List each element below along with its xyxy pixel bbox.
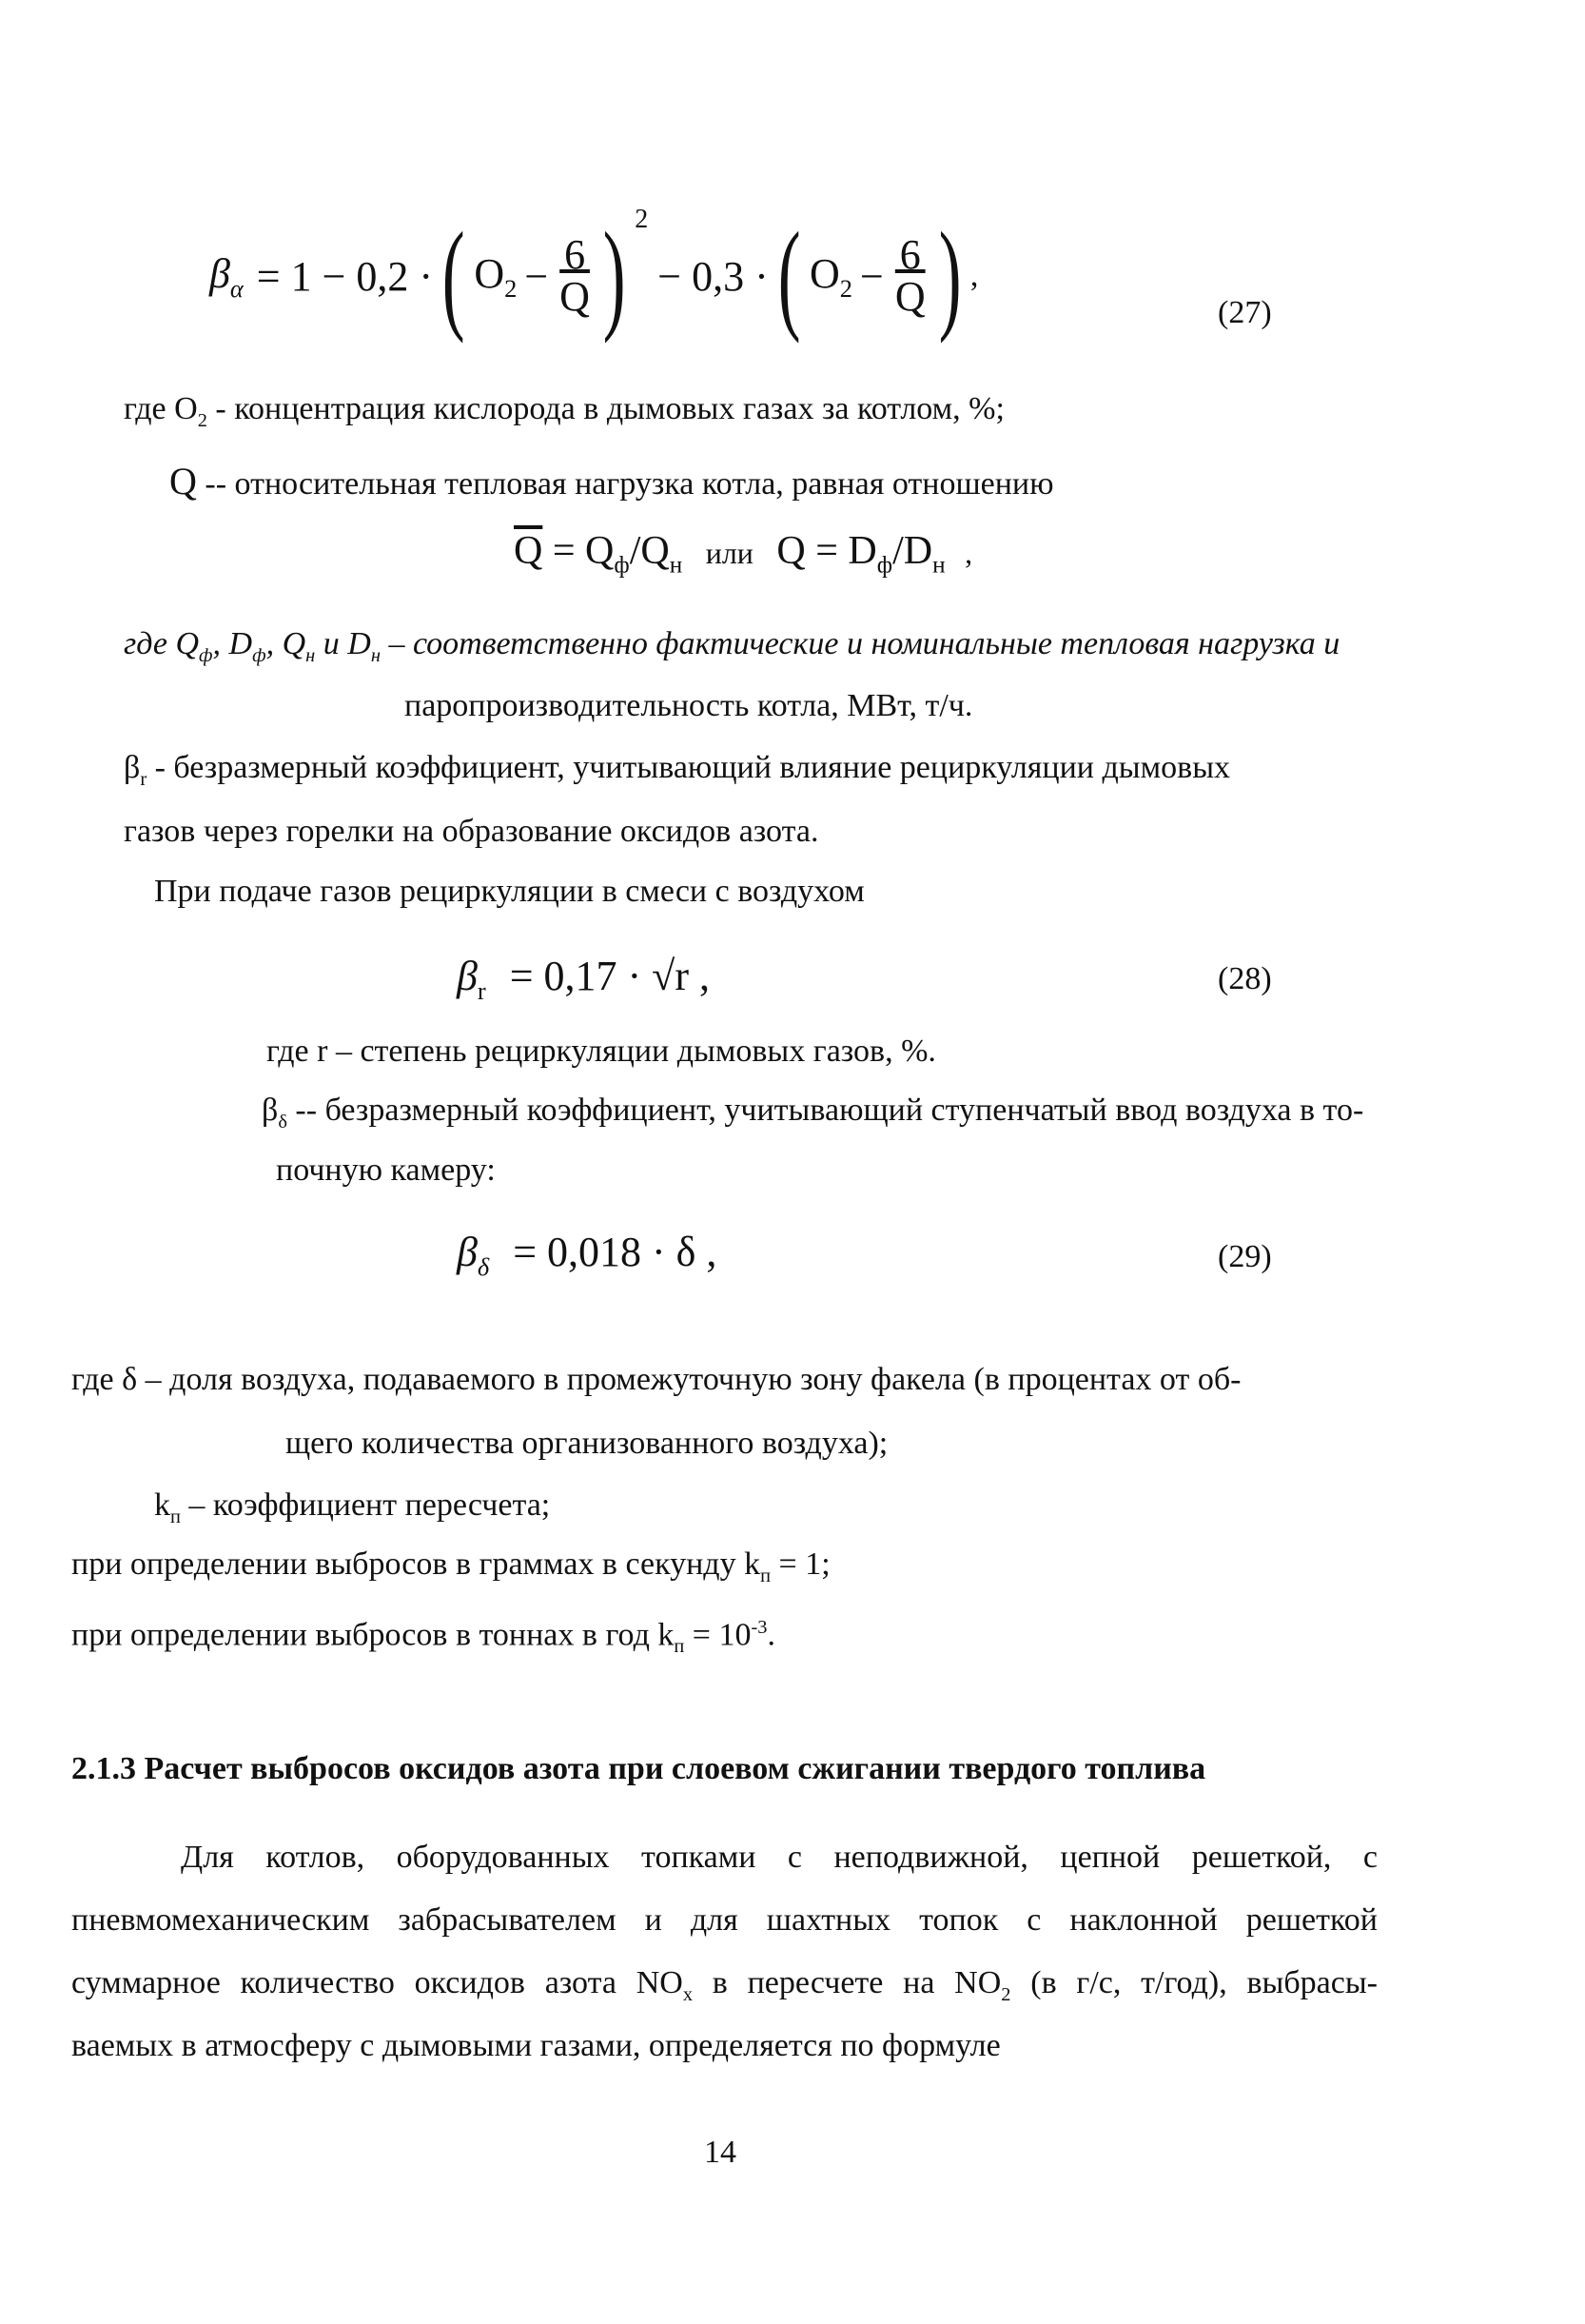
text-line-chamber: почную камеру:	[276, 1152, 496, 1188]
equation-28: $\beta_r = 0,17 \cdot √r$ ,	[457, 953, 710, 1005]
eq27-open-paren-1: (	[441, 207, 465, 345]
text-line-beta-r: $\beta_r$ - безразмерный коэффициент, учитывающий влияние рециркуляции дымовых	[124, 750, 1231, 790]
eq27-fraction-b	[891, 231, 929, 320]
text-line-grams: при определении выбросов в граммах в секунду $k_п = 1$;	[71, 1546, 831, 1586]
eq27-part1: = 1 − 0,2 ·	[256, 252, 434, 300]
eq27-fraction-a	[556, 231, 594, 320]
text-line-organized-air: щего количества организованного воздуха);	[285, 1426, 889, 1461]
text-line-definitions: где $Q_ф$, $D_ф$, $Q_н$ и $D_н$ – соответственно фактические и номинальные тепловая нагрузка и	[124, 626, 1340, 666]
eq27-o2-b: $O_2$	[810, 249, 852, 303]
eq27-close-paren-2: )	[938, 207, 962, 345]
text-line-beta-delta: $\beta_\delta$ -- безразмерный коэффициент, учитывающий ступенчатый ввод воздуха в то-	[262, 1093, 1364, 1132]
equation-27	[209, 205, 978, 347]
eq29-number: (29)	[1218, 1239, 1272, 1274]
eq27-lhs: $\beta_\alpha$	[209, 249, 244, 303]
text-line-feed: При подаче газов рециркуляции в смеси с воздухом	[154, 874, 865, 909]
eq27-num-a: 6	[564, 231, 586, 278]
eq28-number: (28)	[1218, 961, 1272, 996]
text-line-r: где r – степень рециркуляции дымовых газов, %.	[266, 1034, 936, 1069]
page-number: 14	[704, 2135, 736, 2170]
text-line-o2: где $O_2$ - концентрация кислорода в дымовых газах за котлом, %;	[124, 391, 1005, 431]
paragraph-line-1: Для котлов, оборудованных топками с неподвижной, цепной решеткой, с	[181, 1840, 1378, 1875]
eq27-power: 2	[635, 205, 649, 234]
text-line-capacity: паропроизводительность котла, МВт, т/ч.	[404, 688, 973, 723]
eq27-o2-a: $O_2$	[474, 249, 518, 303]
eq27-open-paren-2: (	[777, 207, 801, 345]
text-line-q: Q -- относительная тепловая нагрузка котла, равная отношению	[169, 460, 1054, 502]
text-line-delta: где δ – доля воздуха, подаваемого в промежуточную зону факела (в процентах от об-	[71, 1362, 1242, 1397]
paragraph-line-3: суммарное количество оксидов азота $NO_x$ в пересчете на $NO_2$ (в г/с, т/год), выбрасы-	[71, 1965, 1378, 2005]
text-line-kp: $k_п$ – коэффициент пересчета;	[154, 1487, 551, 1527]
equation-q-ratio: $\overline{Q} = Q_ф/Q_н$ или $Q = D_ф/D_н$ ,	[514, 529, 973, 579]
text-line-tonnes: при определении выбросов в тоннах в год $k_п = 10^{-3}$.	[71, 1617, 775, 1658]
equation-29: $\beta_\delta = 0,018 \cdot \delta$ ,	[457, 1229, 717, 1281]
section-heading: 2.1.3 Расчет выбросов оксидов азота при слоевом сжигании твердого топлива	[71, 1751, 1206, 1786]
eq27-den-a: Q	[559, 273, 590, 320]
eq27-part2: − 0,3 ·	[657, 252, 769, 300]
paragraph-line-2: пневмомеханическим забрасывателем и для шахтных топок с наклонной решеткой	[71, 1902, 1378, 1938]
eq27-close-paren-1: )	[602, 207, 626, 345]
eq27-num-b: 6	[899, 231, 921, 278]
eq27-minus-b: −	[860, 252, 884, 300]
eq27-minus-a: −	[524, 252, 549, 300]
text-line-recirculation: газов через горелки на образование оксидов азота.	[124, 814, 819, 849]
paragraph-line-4: ваемых в атмосферу с дымовыми газами, определяется по формуле	[71, 2028, 1001, 2063]
eq27-tail: ,	[969, 258, 979, 293]
eq27-number: (27)	[1218, 295, 1272, 330]
eq27-den-b: Q	[894, 273, 926, 320]
